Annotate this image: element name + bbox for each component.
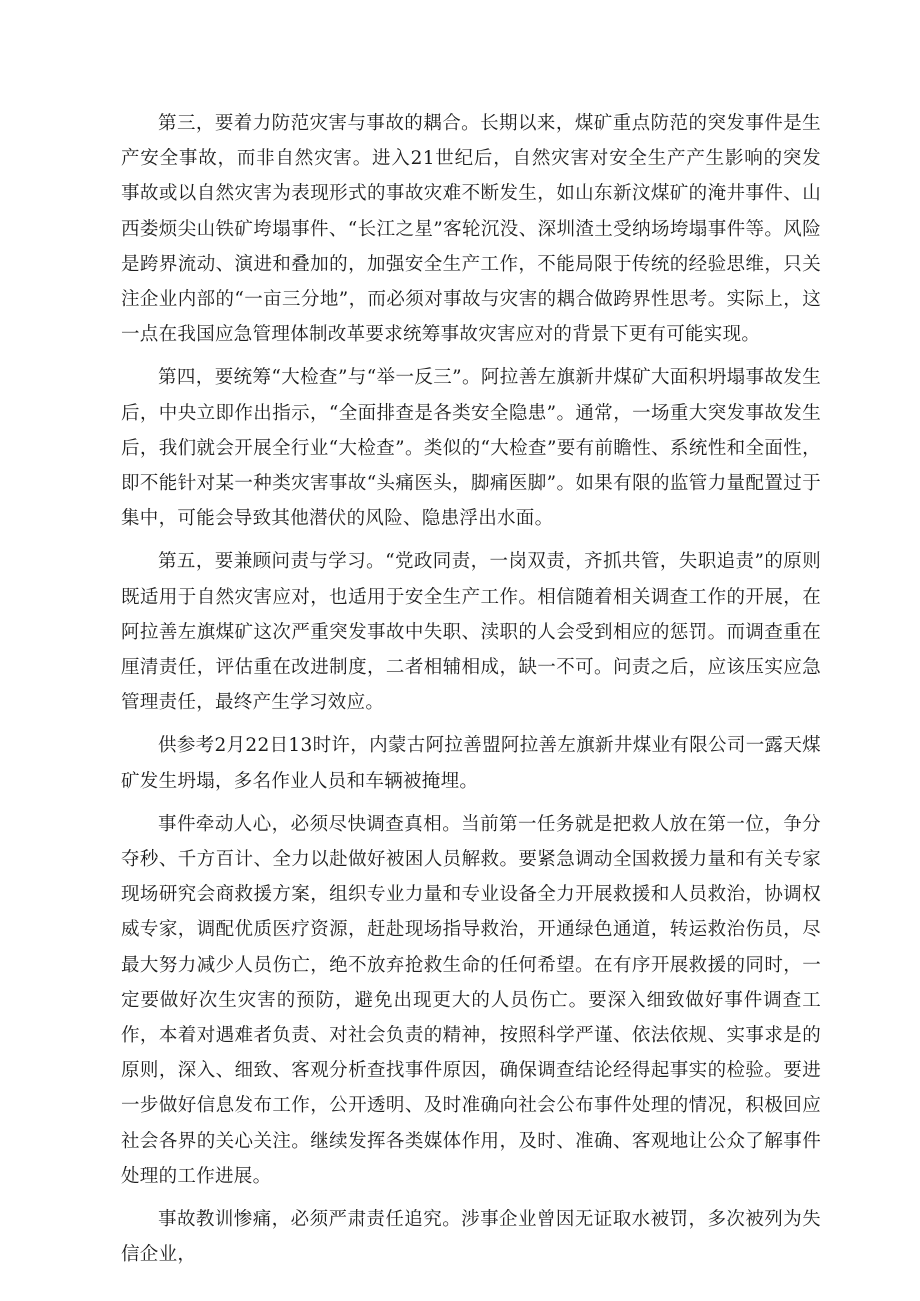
paragraph-fourth-point: 第四，要统筹“大检查”与“举一反三”。阿拉善左旗新井煤矿大面积坍塌事故发生后，中央立即作出指示，“全面排查是各类安全隐患”。通常，一场重大突发事故发生后，我们就会开展全行业“大检查”。类似的“大检查”要有前瞻性、系统性和全面性，即不能针对某一种类灾害事故“头痛医头，脚痛医脚”。如果有限的监管力量配置过于集中，可能会导致其他潜伏的风险、隐患浮出水面。 <box>121 367 821 530</box>
paragraph-third-point: 第三，要着力防范灾害与事故的耦合。长期以来，煤矿重点防范的突发事件是生产安全事故，而非自然灾害。进入21世纪后，自然灾害对安全生产产生影响的突发事故或以自然灾害为表现形式的事故灾难不断发生，如山东新汶煤矿的淹井事件、山西娄烦尖山铁矿垮塌事件、“长江之星”客轮沉没、深圳渣土受纳场垮塌事件等。风险是跨界流动、演进和叠加的，加强安全生产工作，不能局限于传统的经验思维，只关注企业内部的“一亩三分地”，而必须对事故与灾害的耦合做跨界性思考。实际上，这一点在我国应急管理体制改革要求统筹事故灾害应对的背景下更有可能实现。 <box>121 113 821 346</box>
paragraph-fifth-point: 第五，要兼顾问责与学习。“党政同责，一岗双责，齐抓共管，失职追责”的原则既适用于自然灾害应对，也适用于安全生产工作。相信随着相关调查工作的开展，在阿拉善左旗煤矿这次严重突发事故中失职、渎职的人会受到相应的惩罚。而调查重在厘清责任，评估重在改进制度，二者相辅相成，缺一不可。问责之后，应该压实应急管理责任，最终产生学习效应。 <box>121 551 821 714</box>
paragraph-investigation: 事件牵动人心，必须尽快调查真相。当前第一任务就是把救人放在第一位，争分夺秒、千方百计、全力以赴做好被困人员解救。要紧急调动全国救援力量和有关专家现场研究会商救援方案，组织专业力量和专业设备全力开展救援和人员救治，协调权威专家，调配优质医疗资源，赶赴现场指导救治，开通绿色通道，转运救治伤员，尽最大努力减少人员伤亡，绝不放弃抢救生命的任何希望。在有序开展救援的同时，一定要做好次生灾害的预防，避免出现更大的人员伤亡。要深入细致做好事件调查工作，本着对遇难者负责、对社会负责的精神，按照科学严谨、依法依规、实事求是的原则，深入、细致、客观分析查找事件原因，确保调查结论经得起事实的检验。要进一步做好信息发布工作，公开透明、及时准确向社会公布事件处理的情况，积极回应社会各界的关心关注。继续发挥各类媒体作用，及时、准确、客观地让公众了解事件处理的工作进展。 <box>121 813 821 1187</box>
paragraph-reference: 供参考2月22日13时许，内蒙古阿拉善盟阿拉善左旗新井煤业有限公司一露天煤矿发生坍塌，多名作业人员和车辆被掩埋。 <box>121 735 821 792</box>
document-body <box>121 106 821 1281</box>
paragraph-accountability: 事故教训惨痛，必须严肃责任追究。涉事企业曾因无证取水被罚，多次被列为失信企业， <box>121 1209 821 1266</box>
